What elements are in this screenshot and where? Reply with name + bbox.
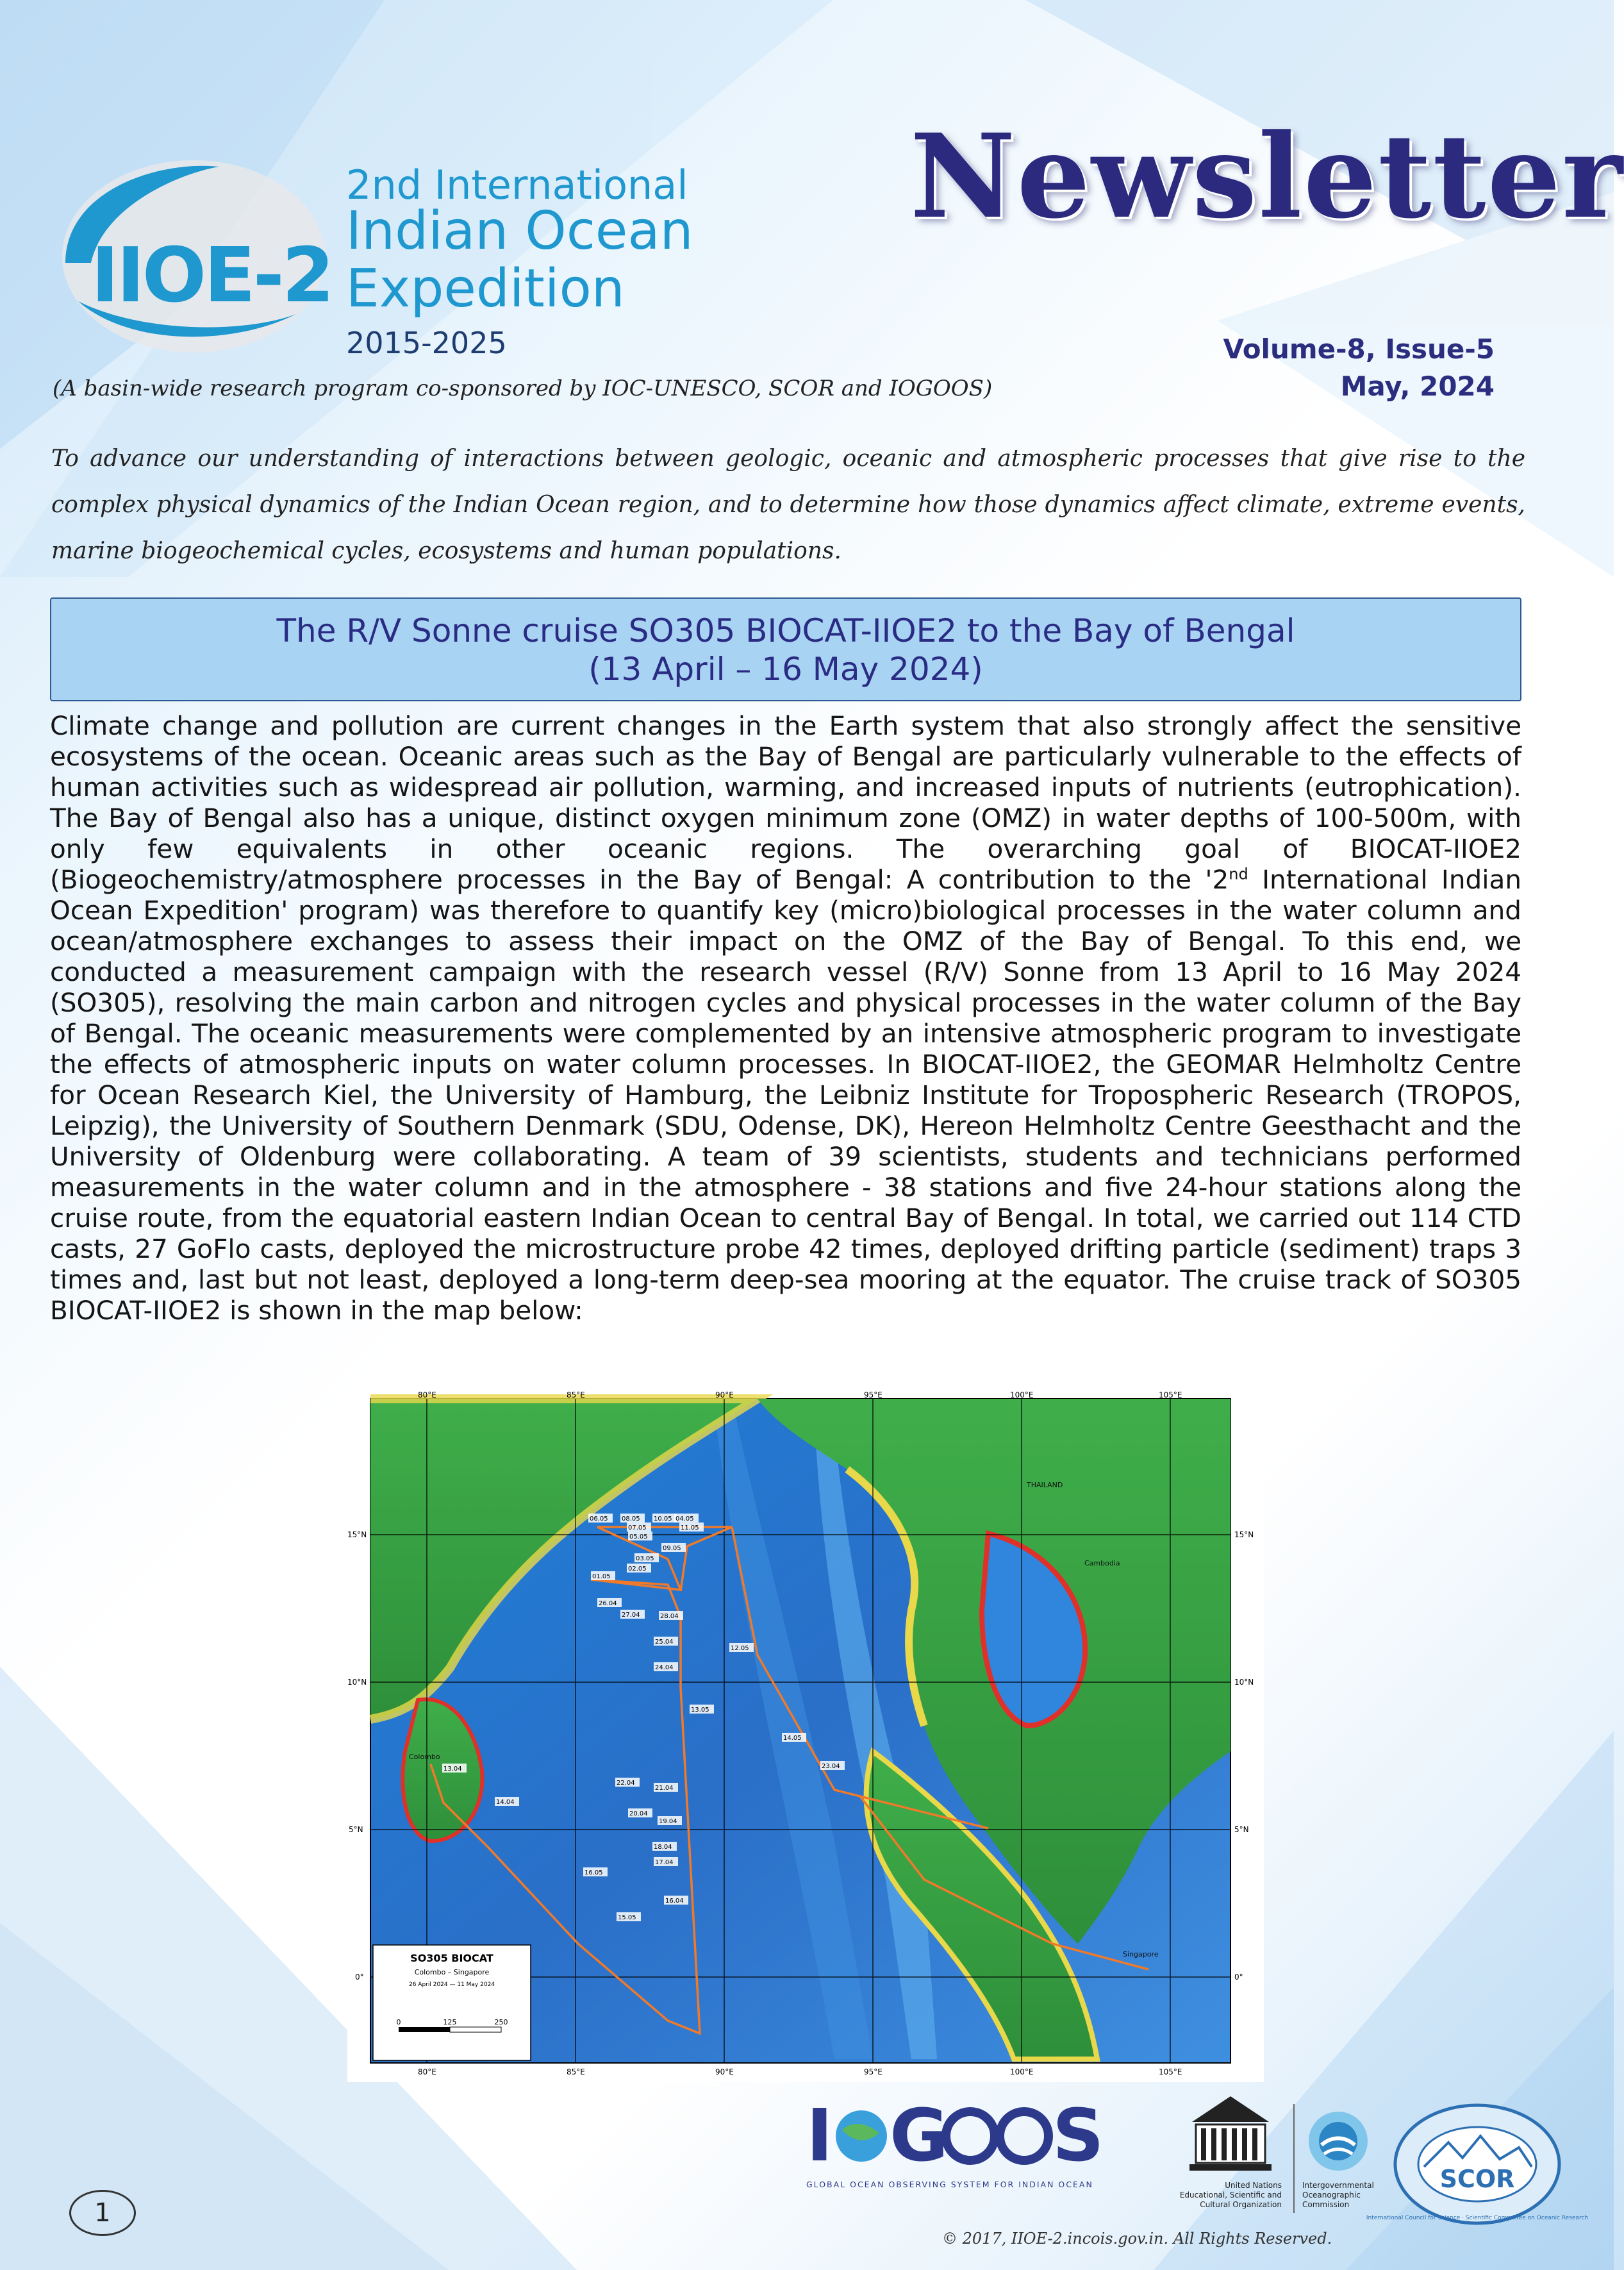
station-label: 28.04: [660, 1613, 679, 1620]
newsletter-title: Newsletter: [910, 109, 1624, 244]
unesco-logo: [1179, 2083, 1282, 2180]
station-label: 18.04: [654, 1844, 672, 1851]
program-subtitle: (A basin-wide research program co-sponsored by IOC-UNESCO, SCOR and IOGOOS): [53, 376, 993, 401]
legend-title: SO305 BIOCAT: [410, 1952, 493, 1964]
body-superscript: nd: [1229, 865, 1248, 883]
station-label: 27.04: [622, 1612, 640, 1619]
scor-text: SCOR: [1439, 2165, 1515, 2193]
lon-label-95-bottom: 95°E: [864, 2067, 882, 2076]
station-label: 06.05: [590, 1515, 608, 1523]
logo-line-3: Expedition: [346, 258, 625, 319]
unesco-text: United Nations Educational, Scientific and Cultural Organization: [1179, 2181, 1282, 2209]
station-label: 20.04: [629, 1810, 648, 1817]
lon-label-90-top: 90°E: [715, 1390, 734, 1399]
iogoos-tagline: GLOBAL OCEAN OBSERVING SYSTEM FOR INDIAN OCEAN: [806, 2180, 1093, 2189]
legend-scale-0: 0: [396, 2018, 401, 2026]
station-label: 26.04: [599, 1600, 617, 1607]
lon-label-105-bottom: 105°E: [1159, 2067, 1182, 2076]
station-label: 23.04: [822, 1763, 840, 1770]
map-label-thailand: THAILAND: [1027, 1481, 1063, 1489]
station-label: 21.04: [655, 1785, 674, 1792]
station-label: 16.04: [665, 1898, 684, 1905]
station-label: 22.04: [617, 1780, 635, 1787]
station-label: 15.05: [618, 1914, 636, 1921]
station-label: 19.04: [659, 1818, 677, 1825]
station-label: 03.05: [636, 1555, 654, 1562]
station-label: 01.05: [592, 1573, 611, 1580]
station-label: 09.05: [663, 1545, 681, 1552]
article-dates: (13 April – 16 May 2024): [588, 651, 983, 688]
article-title: The R/V Sonne cruise SO305 BIOCAT-IIOE2 to the Bay of Bengal: [276, 612, 1295, 649]
svg-text:I: I: [806, 2094, 833, 2178]
station-label: 02.05: [628, 1565, 647, 1573]
page-number: 1: [69, 2190, 136, 2236]
logo-line-1: 2nd International: [346, 162, 688, 208]
svg-text:S: S: [1052, 2094, 1104, 2178]
station-label: 24.04: [655, 1664, 674, 1671]
logo-years: 2015-2025: [346, 326, 507, 360]
body-text-part-2: International Indian Ocean Expedition' program) was therefore to quantify key (micro)biological processes in the water column and ocean/atmosphere exchanges to assess their impact on the OMZ of the Bay of Bengal. To this end, we conducted a measurement campaign with the research vessel (R/V) Sonne from 13 April to 16 May 2024 (SO305), resolving the main carbon and nitrogen cycles and physical processes in the water column of the Bay of Bengal. The oceanic measurements were complemented by an intensive atmospheric program to investigate the effects of atmospheric inputs on water column processes. In BIOCAT-IIOE2, the GEOMAR Helmholtz Centre for Ocean Research Kiel, the University of Hamburg, the Leibniz Institute for Tropospheric Research (TROPOS, Leipzig), the University of Southern Denmark (SDU, Odense, DK), Hereon Helmholtz Centre Geesthacht and the University of Oldenburg were collaborating. A team of 39 scientists, students and technicians performed measurements in the water column and in the atmosphere - 38 stations and five 24-hour stations along the cruise route, from the equatorial eastern Indian Ocean to central Bay of Bengal. In total, we carried out 114 CTD casts, 27 GoFlo casts, deployed the microstructure probe 42 times, deployed drifting particle (sediment) traps 3 times and, last but not least, deployed a long-term deep-sea mooring at the equator. The cruise track of SO305 BIOCAT-IIOE2 is shown in the map below:: [50, 864, 1521, 1326]
lat-label-5-right: 5°N: [1234, 1825, 1249, 1834]
station-label: 05.05: [629, 1533, 648, 1540]
legend-dates: 26 April 2024 — 11 May 2024: [408, 1982, 495, 1988]
lat-label-0-left: 0°: [355, 1973, 364, 1982]
issue-date: May, 2024: [1340, 371, 1495, 402]
legend-scale-125: 125: [443, 2018, 457, 2026]
station-label: 25.04: [655, 1639, 674, 1646]
logo-mark-text: IIOE-2: [91, 231, 332, 319]
body-text-part-1: Climate change and pollution are current changes in the Earth system that also strongly affect the sensitive ecosystems of the ocean. Oceanic areas such as the Bay of Bengal are particularly vulnerable to the effects of human activities such as widespread air pollution, warming, and increased inputs of nutrients (eutrophication). The Bay of Bengal also has a unique, distinct oxygen minimum zone (OMZ) in water depths of 100-500m, with only few equivalents in other oceanic regions. The overarching goal of BIOCAT-IIOE2 (Biogeochemistry/atmosphere processes in the Bay of Bengal: A contribution to the '2: [50, 710, 1521, 895]
map-label-colombo: Colombo: [409, 1753, 440, 1761]
lon-label-105-top: 105°E: [1159, 1390, 1182, 1399]
iioe2-logo: [53, 154, 341, 365]
ioc-text: Intergovernmental Oceanographic Commission: [1302, 2181, 1374, 2209]
lon-label-90-bottom: 90°E: [715, 2067, 734, 2076]
article-body: [50, 710, 1521, 1326]
station-label: 07.05: [628, 1524, 647, 1531]
lat-label-10-left: 10°N: [347, 1678, 367, 1687]
lon-label-100-bottom: 100°E: [1010, 2067, 1034, 2076]
iogoos-logo: [802, 2085, 1104, 2200]
lon-label-100-top: 100°E: [1010, 1390, 1034, 1399]
legend-scale-250: 250: [494, 2018, 508, 2026]
lat-label-10-right: 10°N: [1234, 1678, 1254, 1687]
copyright: © 2017, IIOE-2.incois.gov.in. All Rights Reserved.: [942, 2230, 1332, 2248]
cruise-track-map: [347, 1392, 1264, 2082]
station-label: 16.05: [584, 1869, 603, 1876]
station-label: 17.04: [655, 1859, 674, 1866]
lat-label-5-left: 5°N: [349, 1825, 363, 1834]
lon-label-80-bottom: 80°E: [418, 2067, 436, 2076]
logo-divider: [1293, 2104, 1295, 2213]
logo-line-2: Indian Ocean: [346, 201, 693, 262]
station-label: 13.05: [691, 1707, 709, 1714]
lat-label-15-right: 15°N: [1234, 1530, 1254, 1539]
scor-ring-text: International Council for Science · Scientific Committee on Oceanic Research: [1366, 2215, 1589, 2221]
ioc-logo: [1302, 2107, 1379, 2177]
scor-logo: [1366, 2100, 1589, 2228]
lat-label-0-right: 0°: [1234, 1973, 1243, 1982]
station-label: 12.05: [731, 1645, 749, 1652]
map-label-cambodia: Cambodia: [1084, 1559, 1120, 1567]
station-label: 10.05: [654, 1515, 672, 1523]
station-label: 11.05: [681, 1524, 699, 1531]
station-label: 13.04: [443, 1765, 462, 1773]
map-legend: [373, 1945, 531, 2060]
lon-label-80-top: 80°E: [418, 1390, 436, 1399]
station-label: 08.05: [622, 1515, 640, 1523]
issue-volume: Volume-8, Issue-5: [1223, 333, 1495, 365]
lon-label-85-bottom: 85°E: [567, 2067, 585, 2076]
station-label: 14.05: [783, 1735, 802, 1742]
lon-label-95-top: 95°E: [864, 1390, 882, 1399]
mission-statement: To advance our understanding of interactions between geologic, oceanic and atmospheric processes that give rise to the complex physical dynamics of the Indian Ocean region, and to determine how those dynamics affect climate, extreme events, marine biogeochemical cycles, ecosystems and human populations.: [51, 446, 1525, 564]
lon-label-85-top: 85°E: [567, 1390, 585, 1399]
map-label-singapore: Singapore: [1123, 1950, 1159, 1958]
article-title-box: [50, 597, 1521, 701]
legend-route: Colombo – Singapore: [414, 1968, 490, 1976]
station-label: 14.04: [496, 1799, 515, 1806]
lat-label-15-left: 15°N: [347, 1530, 367, 1539]
station-label: 04.05: [675, 1515, 694, 1523]
svg-text:G: G: [890, 2094, 949, 2178]
